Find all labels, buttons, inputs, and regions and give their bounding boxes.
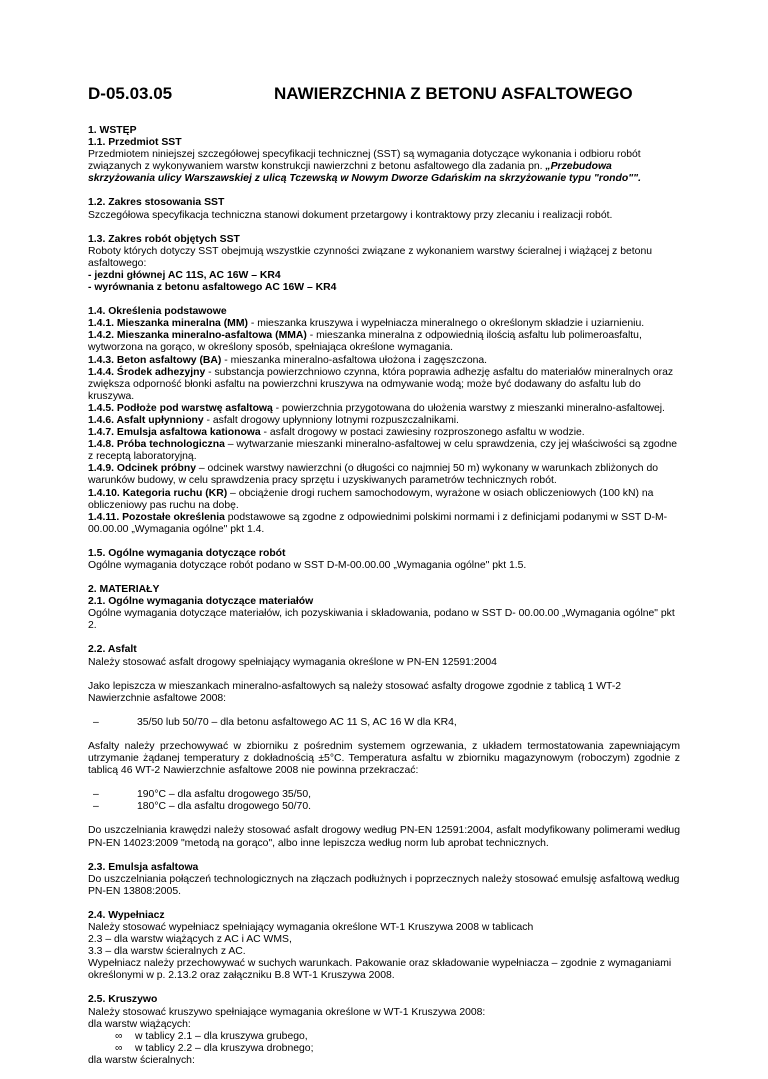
paragraph: Asfalty należy przechowywać w zbiorniku z pośrednim systemem ogrzewania, z układem termostatowania zapewniającym utrzymanie żądanej temperatury z dokładnością ±5°C. Temperatura asfaltu w zbiorniku magazynowym (roboczym) zgodnie z tablicą 46 WT-2 Nawierzchnie asfaltowe 2008 nie powinna przekraczać: [88, 740, 680, 777]
definition-text: - mieszanka kruszywa i wypełniacza mineralnego o określonym składzie i uziarnieniu. [247, 318, 645, 330]
definition [88, 415, 680, 427]
paragraph: Należy stosować wypełniacz spełniający wymagania określone WT-1 Kruszywa 2008 w tablicach [88, 921, 534, 933]
definition-term: 1.4.11. Pozostałe określenia [88, 511, 225, 523]
subsection-heading: 2.1. Ogólne wymagania dotyczące materiałów [88, 596, 314, 608]
definition [88, 463, 680, 487]
paragraph: Do uszczelniania połączeń technologicznych na złączach podłużnych i poprzecznych należy stosować emulsję asfaltową według PN-EN 13808:2005. [88, 873, 680, 897]
definition [88, 355, 680, 367]
paragraph: 3.3 – dla warstw ścieralnych z AC. [88, 946, 246, 958]
section-1-4 [88, 306, 680, 536]
document-header [88, 84, 680, 110]
definition-text: – wytwarzanie mieszanki mineralno-asfaltowej w celu sprawdzenia, czy jej właściwości są zgodne z receptą laboratoryjną. [88, 439, 678, 463]
spec-code: D-05.03.05 [88, 84, 173, 103]
dash-bullet: – [93, 716, 99, 728]
paragraph: 2.3 – dla warstw wiążących z AC i AC WMS, [88, 934, 292, 946]
list-item [88, 801, 680, 813]
paragraph: Szczegółowa specyfikacja techniczna stanowi dokument przetargowy i kontraktowy przy zlecaniu i realizacji robót. [88, 209, 613, 221]
paragraph-text: Przedmiotem niniejszej szczegółowej specyfikacji technicznej (SST) są wymagania dotyczące wykonania i odbioru robót związanych z wykonywaniem warstw konstrukcji nawierzchni z betonu asfaltowego dla zadania pn. [88, 149, 641, 173]
definition [88, 367, 680, 403]
paragraph: dla warstw ścieralnych: [88, 1054, 195, 1066]
paragraph: dla warstw wiążących: [88, 1018, 191, 1030]
definition [88, 403, 680, 415]
definition [88, 512, 680, 536]
section-2-2 [88, 644, 680, 668]
section-1-5 [88, 548, 680, 572]
definition-text: – odcinek warstwy nawierzchni (o długości co najmniej 50 m) wykonany w warunkach zbliżonych do warunków budowy, w celu sprawdzenia pracy sprzętu i uzyskiwanych parametrów technicznych robót. [88, 463, 659, 487]
paragraph: Należy stosować kruszywo spełniające wymagania określone w WT-1 Kruszywa 2008: [88, 1006, 486, 1018]
definition [88, 330, 680, 354]
spec-title: NAWIERZCHNIA Z BETONU ASFALTOWEGO [274, 84, 633, 103]
definition-term: 1.4.10. Kategoria ruchu (KR) [88, 487, 228, 499]
paragraph: Wypełniacz należy przechowywać w suchych warunkach. Pakowanie oraz składowanie wypełniacza – zgodnie z wymaganiami określonymi w p. 2.13.2 oraz załączniku B.8 WT-1 Kruszywa 2008. [88, 958, 672, 982]
section-1-3 [88, 234, 680, 294]
paragraph: Roboty których dotyczy SST obejmują wszystkie czynności związane z wykonaniem warstwy ścieralnej i wiążącej z betonu asfaltowego: [88, 245, 653, 269]
paragraph [88, 149, 680, 185]
list-item-text: 180°C – dla asfaltu drogowego 50/70. [137, 801, 311, 813]
subsection-heading: 1.3. Zakres robót objętych SST [88, 233, 240, 245]
definition-text: - mieszanka mineralna z odpowiednią ilością asfaltu lub polimeroasfaltu, wytworzona na gorąco, w określony sposób, spełniająca określone wymagania. [88, 330, 642, 354]
definition-text: - substancja powierzchniowo czynna, która poprawia adhezję asfaltu do materiałów mineralnych oraz zwiększa odporność błonki asfaltu na powierzchni kruszywa na odmywanie wodą; może być dodawany do asfaltu lub do kruszywa. [88, 366, 674, 402]
temperature-list [88, 789, 680, 813]
paragraph: Należy stosować asfalt drogowy spełniający wymagania określone w PN-EN 12591:2004 [88, 656, 497, 668]
subsection-heading: 1.2. Zakres stosowania SST [88, 197, 225, 209]
list-item [88, 1031, 680, 1043]
definition-term: 1.4.2. Mieszanka mineralno-asfaltowa (MMA) [88, 330, 307, 342]
definition-term: 1.4.8. Próba technologiczna [88, 439, 225, 451]
list-item [88, 717, 680, 729]
list-item [88, 789, 680, 801]
definition-term: 1.4.1. Mieszanka mineralna (MM) [88, 318, 248, 330]
definition-term: 1.4.4. Środek adhezyjny [88, 366, 206, 378]
definition-term: 1.4.6. Asfalt upłynniony [88, 414, 204, 426]
definition [88, 427, 680, 439]
definition-term: 1.4.3. Beton asfaltowy (BA) [88, 354, 222, 366]
document-body [88, 125, 680, 1079]
scope-item: - wyrównania z betonu asfaltowego AC 16W – KR4 [88, 282, 337, 294]
definition-text: - powierzchnia przygotowana do ułożenia warstwy z mieszanki mineralno-asfaltowej. [272, 402, 665, 414]
section-1-1 [88, 125, 680, 185]
list-item-text: w tablicy 2.1 – dla kruszywa grubego, [135, 1030, 308, 1042]
list-item-text: w tablicy 2.2 – dla kruszywa drobnego; [135, 1042, 314, 1054]
section-2-4 [88, 910, 680, 983]
paragraph: Ogólne wymagania dotyczące materiałów, ich pozyskiwania i składowania, podano w SST D- 00.00.00 „Wymagania ogólne" pkt 2. [88, 608, 675, 632]
subsection-heading: 2.4. Wypełniacz [88, 909, 165, 921]
subsection-heading: 2.3. Emulsja asfaltowa [88, 861, 199, 873]
subsection-heading: 2.5. Kruszywo [88, 994, 158, 1006]
paragraph: Do uszczelniania krawędzi należy stosować asfalt drogowy według PN-EN 12591:2004, asfalt modyfikowany polimerami według PN-EN 14023:2009 "metodą na gorąco", albo inne lepiszcza według norm lub aprobat technicznych. [88, 825, 680, 849]
definition-text: - asfalt drogowy upłynniony lotnymi rozpuszczalnikami. [203, 414, 459, 426]
subsection-heading: 2.2. Asfalt [88, 644, 137, 656]
section-2-3 [88, 862, 680, 898]
subsection-heading: 1.5. Ogólne wymagania dotyczące robót [88, 547, 286, 559]
section-2-5 [88, 994, 680, 1067]
scope-item: - jezdni głównej AC 11S, AC 16W – KR4 [88, 269, 281, 281]
definition-text: – obciążenie drogi ruchem samochodowym, wyrażone w osiach obliczeniowych (100 kN) na obliczeniowy pas ruchu na dobę. [88, 487, 654, 511]
definition [88, 439, 680, 463]
definition-text: podstawowe są zgodne z odpowiednimi polskimi normami i z definicjami podanymi w SST D-M-00.00.00 „Wymagania ogólne" pkt 1.4. [88, 511, 668, 535]
definition-term: 1.4.7. Emulsja asfaltowa kationowa [88, 427, 261, 439]
dash-bullet: – [93, 789, 99, 801]
list-item-text: 35/50 lub 50/70 – dla betonu asfaltowego AC 11 S, AC 16 W dla KR4, [137, 716, 457, 728]
infinity-bullet-icon: ∞ [115, 1042, 123, 1054]
definition-text: - mieszanka mineralno-asfaltowa ułożona i zagęszczona. [221, 354, 488, 366]
list-item-text: 190°C – dla asfaltu drogowego 35/50, [137, 789, 311, 801]
subsection-heading: 1.1. Przedmiot SST [88, 137, 182, 149]
paragraph: Ogólne wymagania dotyczące robót podano w SST D-M-00.00.00 „Wymagania ogólne" pkt 1.5. [88, 560, 527, 571]
definition [88, 318, 680, 330]
infinity-bullet-icon: ∞ [115, 1030, 123, 1042]
definition-term: 1.4.9. Odcinek próbny [88, 463, 196, 475]
section-heading: 2. MATERIAŁY [88, 584, 160, 596]
section-2-1 [88, 584, 680, 632]
paragraph: Jako lepiszcza w mieszankach mineralno-asfaltowych są należy stosować asfalty drogowe zgodnie z tablicą 1 WT-2 Nawierzchnie asfaltowe 2008: [88, 680, 622, 704]
subsection-heading: 1.4. Określenia podstawowe [88, 306, 227, 318]
task-name: „Przebudowa skrzyżowania ulicy Warszawskiej z ulicą Tczewską w Nowym Dworze Gdańskim na skrzyżowanie typu "rondo"". [88, 161, 641, 185]
definition-text: - asfalt drogowy w postaci zawiesiny rozproszonego asfaltu w wodzie. [260, 427, 585, 439]
dash-bullet: – [93, 801, 99, 813]
definition-term: 1.4.5. Podłoże pod warstwę asfaltową [88, 402, 273, 414]
section-1-2 [88, 197, 680, 221]
section-heading: 1. WSTĘP [88, 125, 137, 136]
list-item [88, 1043, 680, 1055]
definition [88, 488, 680, 512]
